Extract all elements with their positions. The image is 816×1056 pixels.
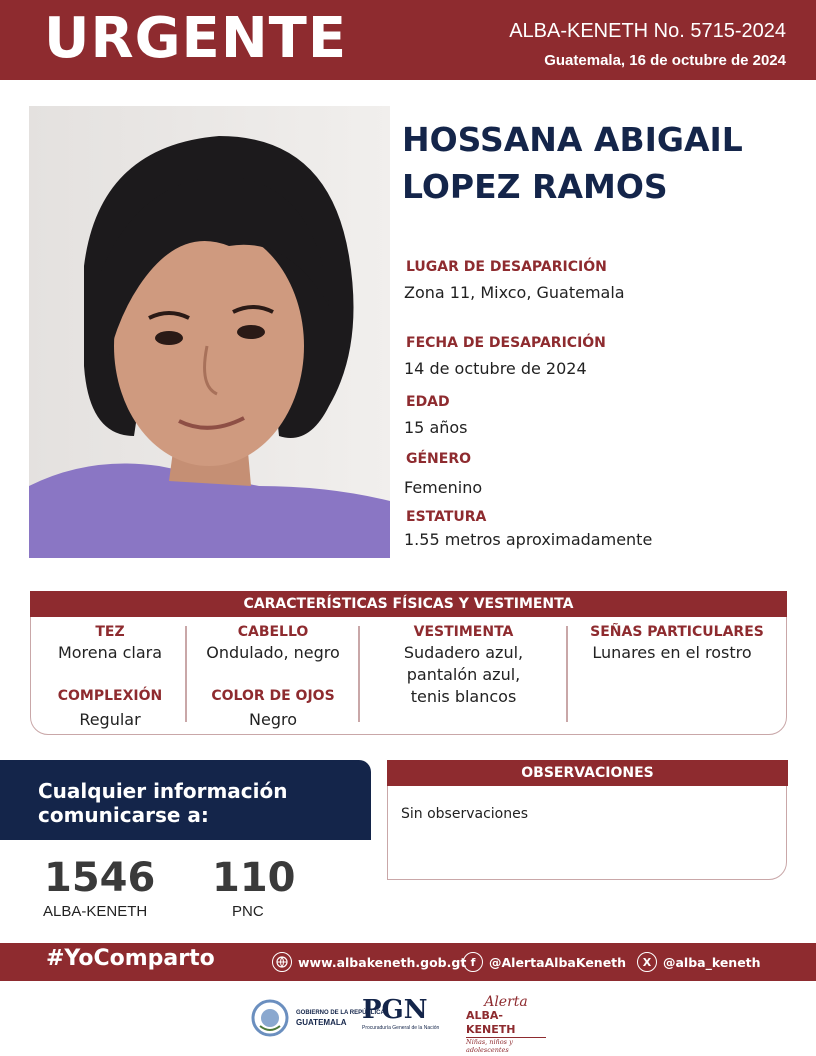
facebook-link[interactable] xyxy=(463,950,626,974)
phone-number-pnc[interactable]: 110 xyxy=(212,855,296,901)
alerta-alba-keneth-logo xyxy=(466,994,546,1054)
name-line2: LOPEZ RAMOS xyxy=(402,167,668,206)
globe-icon xyxy=(272,952,292,972)
alert-date: Guatemala, 16 de octubre de 2024 xyxy=(544,52,786,69)
pgn-subtitle: Procuraduría General de la Nación xyxy=(362,1025,440,1031)
vestimenta-label: VESTIMENTA xyxy=(413,624,514,640)
gobierno-line2: GUATEMALA xyxy=(296,1018,347,1027)
contact-line2: comunicarse a: xyxy=(38,803,209,827)
fecha-label: FECHA DE DESAPARICIÓN xyxy=(406,335,606,351)
tez-value: Morena clara xyxy=(57,643,163,662)
name-line1: HOSSANA ABIGAIL xyxy=(402,120,743,159)
person-name xyxy=(402,116,802,210)
complexion-label: COMPLEXIÓN xyxy=(57,688,163,704)
cabello-value: Ondulado, negro xyxy=(206,643,340,662)
vestimenta-line1: Sudadero azul, xyxy=(403,643,524,662)
ojos-label: COLOR DE OJOS xyxy=(211,688,335,704)
observations-text: Sin observaciones xyxy=(401,806,529,822)
observations-title: OBSERVACIONES xyxy=(387,760,788,786)
x-link[interactable] xyxy=(637,950,761,974)
estatura-label: ESTATURA xyxy=(406,509,487,525)
missing-person-photo xyxy=(29,106,390,558)
alert-number: ALBA-KENETH No. 5715-2024 xyxy=(509,20,786,42)
pgn-logo xyxy=(362,995,439,1041)
cabello-label: CABELLO xyxy=(237,624,309,640)
phone-label-alba-keneth: ALBA-KENETH xyxy=(43,903,148,920)
characteristics-title: CARACTERÍSTICAS FÍSICAS Y VESTIMENTA xyxy=(30,591,787,617)
guatemala-seal-icon xyxy=(250,998,290,1038)
senas-label: SEÑAS PARTICULARES xyxy=(590,624,764,640)
tez-label: TEZ xyxy=(95,624,125,640)
website-text: www.albakeneth.gob.gt xyxy=(298,954,467,970)
lugar-value: Zona 11, Mixco, Guatemala xyxy=(404,283,625,302)
alerta-line3: Niñas, niños y adolescentes xyxy=(466,1038,513,1054)
website-link[interactable] xyxy=(272,950,466,974)
complexion-value: Regular xyxy=(79,710,141,729)
contact-line1: Cualquier información xyxy=(38,779,288,803)
facebook-icon: f xyxy=(463,952,483,972)
contact-prompt xyxy=(38,779,368,827)
senas-value: Lunares en el rostro xyxy=(592,643,752,662)
edad-value: 15 años xyxy=(404,418,468,437)
facebook-text: @AlertaAlbaKeneth xyxy=(489,954,627,970)
vestimenta-line2: pantalón azul, xyxy=(406,665,521,684)
edad-label: EDAD xyxy=(406,394,450,410)
column-divider xyxy=(185,626,187,722)
x-icon: X xyxy=(637,952,657,972)
pgn-text: PGN xyxy=(362,995,428,1025)
phone-label-pnc: PNC xyxy=(232,903,264,920)
vestimenta-line3: tenis blancos xyxy=(410,687,517,706)
hashtag: #YoComparto xyxy=(46,946,215,971)
estatura-value: 1.55 metros aproximadamente xyxy=(404,530,653,549)
alerta-line2: ALBA-KENETH xyxy=(466,1009,546,1038)
genero-value: Femenino xyxy=(404,478,483,497)
phone-number-alba-keneth[interactable]: 1546 xyxy=(44,855,156,901)
ojos-value: Negro xyxy=(249,710,297,729)
genero-label: GÉNERO xyxy=(406,451,472,467)
alerta-line1: Alerta xyxy=(484,994,528,1010)
urgent-title: URGENTE xyxy=(44,6,348,71)
lugar-label: LUGAR DE DESAPARICIÓN xyxy=(406,259,607,275)
column-divider xyxy=(566,626,568,722)
column-divider xyxy=(358,626,360,722)
x-text: @alba_keneth xyxy=(663,954,761,970)
gobierno-line1: GOBIERNO DE LA REPÚBLICA xyxy=(296,1010,385,1016)
fecha-value: 14 de octubre de 2024 xyxy=(404,359,587,378)
